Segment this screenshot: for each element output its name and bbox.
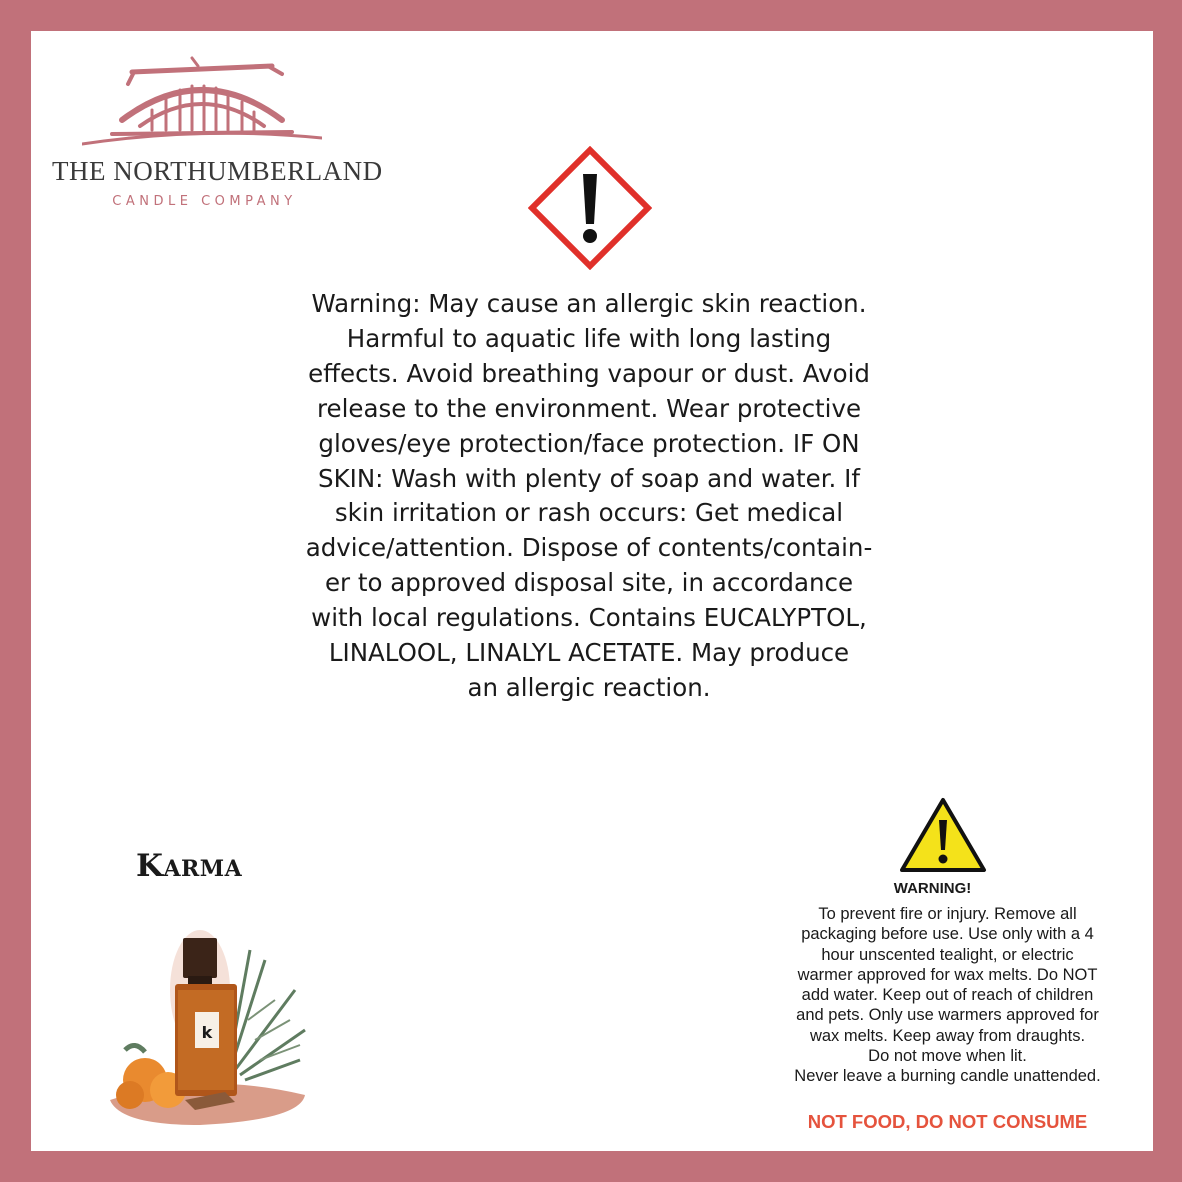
hazard-line: effects. Avoid breathing vapour or dust. Avoid [308, 358, 870, 388]
hazard-line: SKIN: Wash with plenty of soap and water. If [318, 463, 860, 493]
perfume-bottle-illustration [100, 920, 315, 1140]
hazard-line: release to the environment. Wear protective [316, 393, 862, 423]
brand-subtitle: CANDLE COMPANY [112, 194, 297, 209]
safety-line: add water. Keep out of reach of children [801, 986, 1094, 1005]
not-food-notice: NOT FOOD, DO NOT CONSUME [807, 1111, 1088, 1132]
safety-line: To prevent fire or injury. Remove all [818, 905, 1077, 923]
hazard-line: advice/attention. Dispose of contents/contain- [305, 533, 873, 563]
hazard-line: Harmful to aquatic life with long lasting [346, 323, 832, 353]
safety-line: Do not move when lit. [868, 1047, 1027, 1066]
hazard-line: an allergic reaction. [467, 672, 711, 702]
hazard-line: skin irritation or rash occurs: Get medical [334, 498, 844, 528]
safety-warning-title: WARNING! [893, 880, 972, 897]
hazard-line: LINALOOL, LINALYL ACETATE. May produce [328, 638, 850, 668]
ghs-exclamation-icon [528, 146, 652, 270]
bottle-label: k [201, 1023, 213, 1042]
hazard-warning-text [279, 287, 899, 706]
brand-name: THE NORTHUMBERLAND [52, 156, 383, 186]
safety-instructions [755, 904, 1140, 1087]
hazard-line: with local regulations. Contains EUCALYPTOL, [311, 603, 867, 633]
hazard-line: er to approved disposal site, in accordance [324, 568, 854, 598]
safety-line: Never leave a burning candle unattended. [794, 1067, 1101, 1086]
safety-line: warmer approved for wax melts. Do NOT [797, 965, 1098, 984]
safety-line: packaging before use. Use only with a 4 [801, 925, 1094, 944]
hazard-line: Warning: May cause an allergic skin reaction. [311, 289, 867, 318]
warning-triangle-icon [898, 796, 988, 874]
safety-line: wax melts. Keep away from draughts. [809, 1026, 1086, 1045]
brand-logo [52, 52, 383, 212]
hazard-line: gloves/eye protection/face protection. IF ON [318, 428, 860, 458]
safety-line: and pets. Only use warmers approved for [796, 1006, 1099, 1025]
product-name: Karma [136, 848, 243, 884]
bridge-logo-icon [82, 52, 322, 147]
safety-line: hour unscented tealight, or electric [821, 945, 1074, 964]
